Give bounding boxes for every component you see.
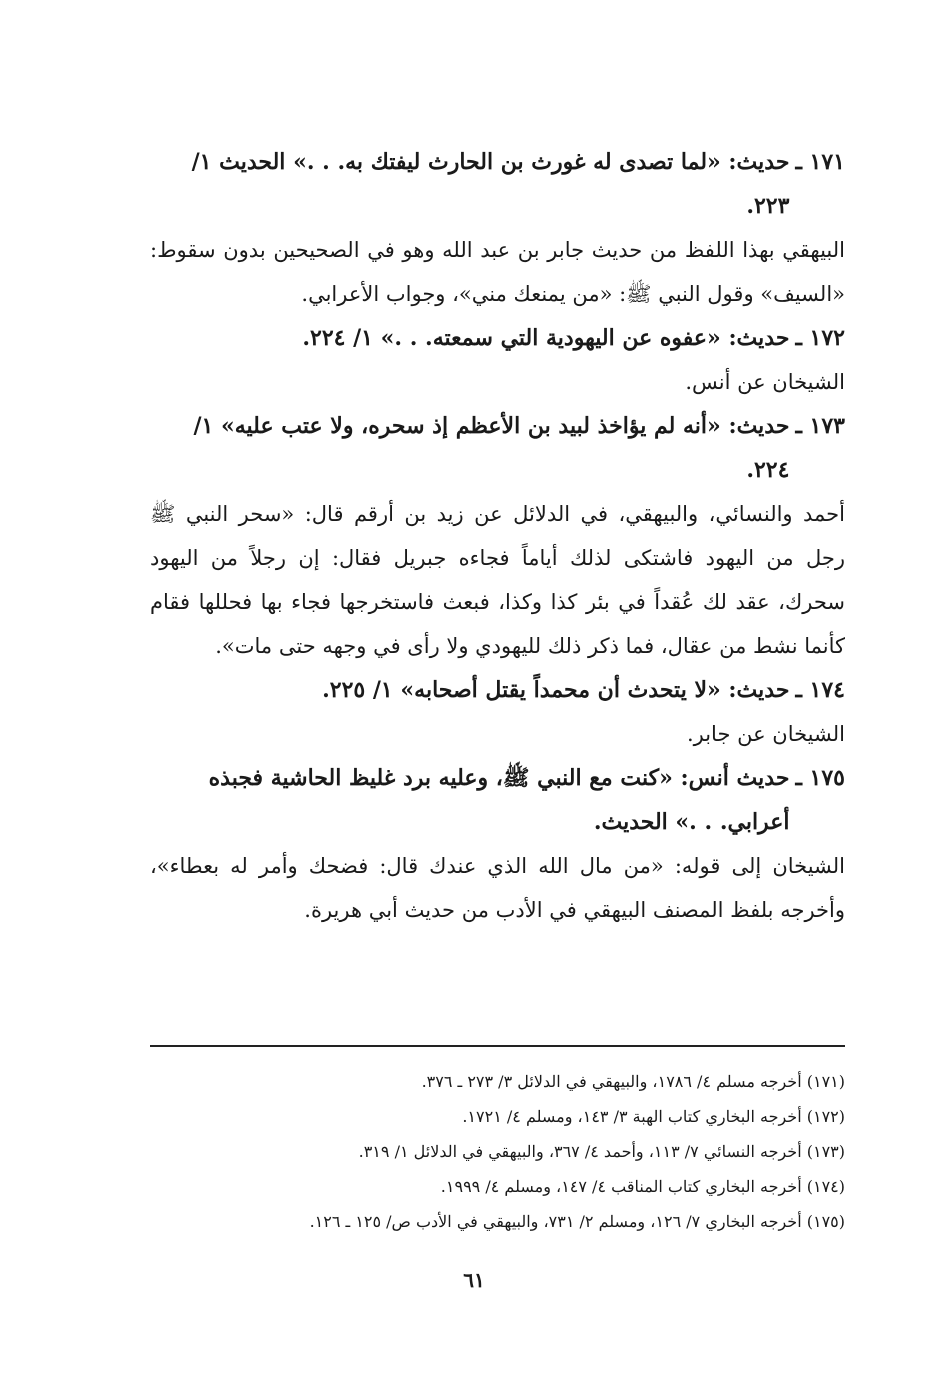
hadith-entry-174 [150, 668, 845, 756]
hadith-heading [150, 316, 845, 360]
hadith-title: حديث: «لا يتحدث أن محمداً يقتل أصحابه» ١/ ٢٢٥. [322, 677, 790, 703]
hadith-source: الشيخان عن أنس. [685, 370, 845, 394]
hadith-source: أحمد والنسائي، والبيهقي، في الدلائل عن زيد بن أرقم قال: «سحر النبي ﷺ رجل من اليهود فاشتكى لذلك أياماً فجاءه جبريل فقال: إن رجلاً من اليهود سحرك، عقد لك عُقداً في بئر كذا وكذا، فبعث فاستخرجها فجاء بها فحللها فقام كأنما نشط من عقال، فما ذكر ذلك لليهودي ولا رأى في وجهه حتى مات». [150, 502, 845, 658]
footnotes [150, 1064, 845, 1239]
hadith-heading [150, 140, 845, 228]
hadith-entry-175 [150, 756, 845, 932]
hadith-heading [150, 668, 845, 712]
hadith-title: حديث: «لما تصدى له غورث بن الحارث ليفتك به. . .» الحديث ١/ ٢٢٣. [191, 149, 790, 219]
footnote-173: (١٧٣) أخرجه النسائي ٧/ ١١٣، وأحمد ٤/ ٣٦٧، والبيهقي في الدلائل ١/ ٣١٩. [358, 1142, 845, 1161]
hadith-entry-172 [150, 316, 845, 404]
footnote-174: (١٧٤) أخرجه البخاري كتاب المناقب ٤/ ١٤٧، ومسلم ٤/ ١٩٩٩. [440, 1177, 845, 1196]
hadith-source: البيهقي بهذا اللفظ من حديث جابر بن عبد الله وهو في الصحيحين بدون سقوط: «السيف» وقول النبي ﷺ: «من يمنعك مني»، وجواب الأعرابي. [150, 238, 845, 306]
hadith-entry-173 [150, 404, 845, 668]
hadith-title: حديث: «أنه لم يؤاخذ لبيد بن الأعظم إذ سحره، ولا عتب عليه» ١/ ٢٢٤. [193, 413, 790, 483]
main-text [150, 140, 845, 932]
hadith-source: الشيخان إلى قوله: «من مال الله الذي عندك قال: فضحك وأمر له بعطاء»، وأخرجه بلفظ المصنف البيهقي في الأدب من حديث أبي هريرة. [150, 854, 845, 922]
footnote-175: (١٧٥) أخرجه البخاري ٧/ ١٢٦، ومسلم ٢/ ٧٣١، والبيهقي في الأدب ص/ ١٢٥ ـ ١٢٦. [309, 1212, 845, 1231]
hadith-title: حديث أنس: «كنت مع النبي ﷺ، وعليه برد غليظ الحاشية فجبذه أعرابي. . .» الحديث. [208, 765, 790, 835]
hadith-number: ١٧١ ـ [795, 149, 845, 175]
hadith-heading [150, 756, 845, 844]
hadith-entry-171 [150, 140, 845, 316]
hadith-source: الشيخان عن جابر. [686, 722, 845, 746]
page-number: ٦١ [463, 1268, 485, 1292]
hadith-heading [150, 404, 845, 492]
hadith-number: ١٧٤ ـ [795, 677, 845, 703]
hadith-title: حديث: «عفوه عن اليهودية التي سمعته. . .» ١/ ٢٢٤. [302, 325, 790, 351]
hadith-number: ١٧٣ ـ [795, 413, 845, 439]
footnote-171: (١٧١) أخرجه مسلم ٤/ ١٧٨٦، والبيهقي في الدلائل ٣/ ٢٧٣ ـ ٣٧٦. [421, 1072, 845, 1091]
hadith-number: ١٧٥ ـ [795, 765, 845, 791]
hadith-number: ١٧٢ ـ [795, 325, 845, 351]
footnote-172: (١٧٢) أخرجه البخاري كتاب الهبة ٣/ ١٤٣، ومسلم ٤/ ١٧٢١. [462, 1107, 845, 1126]
footnote-divider [150, 1045, 845, 1047]
